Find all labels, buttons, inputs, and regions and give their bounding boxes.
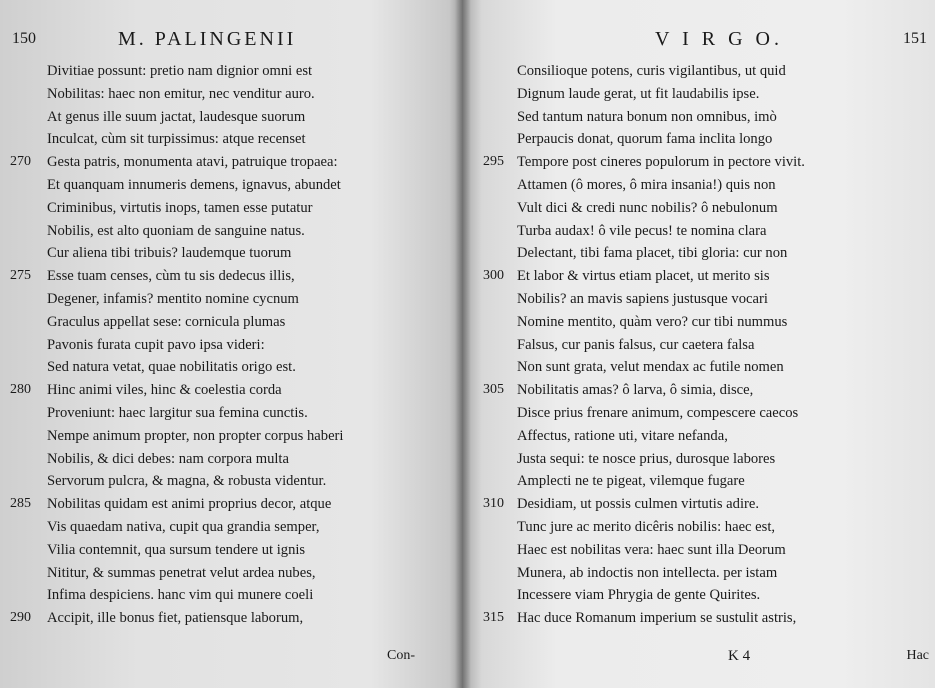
verse-line (10, 516, 455, 539)
page-number-right: 151 (903, 30, 927, 47)
line-number: 270 (10, 154, 31, 170)
line-text: Justa sequi: te nosce prius, durosque labores (517, 450, 776, 467)
line-text: Tunc jure ac merito dicêris nobilis: haec est, (517, 518, 776, 535)
verse-line (10, 242, 455, 265)
verse-line (483, 379, 923, 402)
line-text: Affectus, ratione uti, vitare nefanda, (517, 427, 728, 444)
line-text: Nobilis, & dici debes: nam corpora multa (47, 450, 289, 467)
line-text: At genus ille suum jactat, laudesque suorum (47, 108, 306, 125)
line-text: Gesta patris, monumenta atavi, patruique tropaea: (47, 154, 338, 171)
line-text: Munera, ab indoctis non intellecta. per istam (517, 564, 778, 581)
line-text: Graculus appellat sese: cornicula plumas (47, 313, 286, 330)
verse-line (483, 128, 923, 151)
verse-line (483, 220, 923, 243)
verse-line (10, 562, 455, 585)
verse-line (483, 311, 923, 334)
line-text: Nempe animum propter, non propter corpus haberi (47, 427, 344, 444)
verse-line (10, 493, 455, 516)
verse-line (10, 288, 455, 311)
line-text: Turba audax! ô vile pecus! te nomina clara (517, 222, 767, 239)
verse-line (483, 197, 923, 220)
page-number-left: 150 (12, 30, 36, 47)
verse-line (10, 448, 455, 471)
verse-line (10, 379, 455, 402)
verse-line (10, 356, 455, 379)
line-number: 285 (10, 496, 31, 512)
verse-line (483, 493, 923, 516)
line-text: Accipit, ille bonus fiet, patiensque laborum, (47, 610, 304, 627)
verse-line (483, 242, 923, 265)
line-text: Nititur, & summas penetrat velut ardea nubes, (47, 564, 316, 581)
verse-line (10, 425, 455, 448)
verse-line (483, 356, 923, 379)
line-text: Inculcat, cùm sit turpissimus: atque recenset (47, 131, 306, 148)
running-head-left: M. PALINGENII (118, 28, 297, 50)
line-text: Non sunt grata, velut mendax ac futile nomen (517, 359, 784, 376)
line-text: Nobilitas: haec non emitur, nec venditur auro. (47, 85, 315, 102)
verse-line (10, 584, 455, 607)
verse-line (10, 334, 455, 357)
verse-line (483, 288, 923, 311)
line-text: Haec est nobilitas vera: haec sunt illa Deorum (517, 541, 786, 558)
line-text: Vis quaedam nativa, cupit qua grandia semper, (47, 518, 320, 535)
line-text: Esse tuam censes, cùm tu sis dedecus illis, (47, 268, 295, 285)
line-text: Delectant, tibi fama placet, tibi gloria: cur non (517, 245, 788, 262)
verse-line (10, 265, 455, 288)
line-number: 310 (483, 496, 504, 512)
line-number: 280 (10, 382, 31, 398)
verse-line (10, 151, 455, 174)
line-text: Perpaucis donat, quorum fama inclita longo (517, 131, 773, 148)
verse-line (483, 470, 923, 493)
line-text: Amplecti ne te pigeat, vilemque fugare (517, 473, 745, 490)
line-text: Nobilitatis amas? ô larva, ô simia, disce, (517, 382, 754, 399)
line-number: 295 (483, 154, 504, 170)
verse-line (10, 128, 455, 151)
right-page (463, 0, 935, 688)
line-text: Hac duce Romanum imperium se sustulit astris, (517, 610, 797, 627)
line-number: 290 (10, 610, 31, 626)
line-text: Falsus, cur panis falsus, cur caetera falsa (517, 336, 755, 353)
verse-line (10, 174, 455, 197)
verse-line (483, 539, 923, 562)
catchword-left: Con- (387, 648, 415, 663)
line-number: 300 (483, 268, 504, 284)
line-text: Pavonis furata cupit pavo ipsa videri: (47, 336, 265, 353)
verse-line (483, 265, 923, 288)
verse-line (483, 402, 923, 425)
verse-lines-right (483, 60, 923, 630)
verse-line (10, 60, 455, 83)
signature-mark: K 4 (728, 648, 751, 664)
line-text: Infima despiciens. hanc vim qui munere coeli (47, 587, 314, 604)
line-text: Et quanquam innumeris demens, ignavus, abundet (47, 176, 341, 193)
line-text: Et labor & virtus etiam placet, ut merito sis (517, 268, 770, 285)
line-text: Incessere viam Phrygia de gente Quirites. (517, 587, 761, 604)
verse-line (10, 607, 455, 630)
verse-line (483, 174, 923, 197)
verse-line (10, 83, 455, 106)
verse-line (483, 448, 923, 471)
verse-line (10, 470, 455, 493)
line-text: Dignum laude gerat, ut fit laudabilis ipse. (517, 85, 760, 102)
line-number: 305 (483, 382, 504, 398)
line-text: Vilia contemnit, qua sursum tendere ut ignis (47, 541, 306, 558)
line-text: Sed tantum natura bonum non omnibus, imò (517, 108, 777, 125)
line-text: Divitiae possunt: pretio nam dignior omni est (47, 63, 313, 79)
line-number: 275 (10, 268, 31, 284)
line-text: Nobilis? an mavis sapiens justusque vocari (517, 290, 768, 307)
line-text: Servorum pulcra, & magna, & robusta videntur. (47, 473, 327, 490)
line-text: Criminibus, virtutis inops, tamen esse putatur (47, 199, 313, 216)
left-page (0, 0, 463, 688)
line-text: Nobilitas quidam est animi proprius decor, atque (47, 496, 332, 513)
verse-line (483, 425, 923, 448)
verse-line (483, 516, 923, 539)
line-text: Proveniunt: haec largitur sua femina cunctis. (47, 404, 308, 421)
catchword-right: Hac (906, 648, 929, 663)
line-text: Degener, infamis? mentito nomine cycnum (47, 290, 299, 307)
verse-line (483, 83, 923, 106)
verse-line (483, 607, 923, 630)
line-text: Sed natura vetat, quae nobilitatis origo est. (47, 359, 296, 376)
running-head-right: V I R G O. (655, 28, 783, 50)
line-text: Vult dici & credi nunc nobilis? ô nebulonum (517, 199, 778, 216)
verse-line (483, 60, 923, 83)
verse-line (10, 220, 455, 243)
line-text: Desidiam, ut possis culmen virtutis adire. (517, 496, 759, 513)
verse-line (10, 106, 455, 129)
line-text: Consilioque potens, curis vigilantibus, ut quid (517, 63, 786, 79)
line-text: Nomine mentito, quàm vero? cur tibi nummus (517, 313, 788, 330)
line-text: Attamen (ô mores, ô mira insania!) quis non (517, 176, 776, 193)
line-text: Tempore post cineres populorum in pectore vivit. (517, 154, 805, 171)
verse-line (10, 197, 455, 220)
line-number: 315 (483, 610, 504, 626)
verse-line (483, 562, 923, 585)
line-text: Hinc animi viles, hinc & coelestia corda (47, 382, 282, 399)
line-text: Nobilis, est alto quoniam de sanguine natus. (47, 222, 305, 239)
verse-line (483, 334, 923, 357)
verse-line (483, 584, 923, 607)
verse-line (483, 106, 923, 129)
verse-line (483, 151, 923, 174)
line-text: Cur aliena tibi tribuis? laudemque tuorum (47, 245, 292, 262)
verse-lines-left (10, 60, 455, 630)
verse-line (10, 402, 455, 425)
line-text: Disce prius frenare animum, compescere caecos (517, 404, 799, 421)
verse-line (10, 311, 455, 334)
verse-line (10, 539, 455, 562)
